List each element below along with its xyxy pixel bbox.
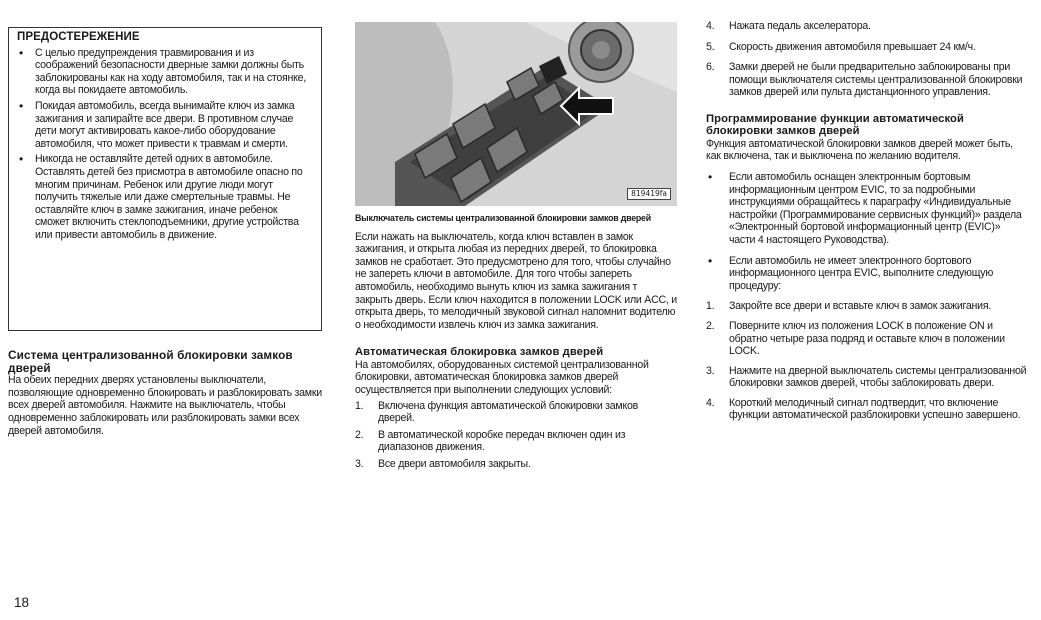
central-locking-heading: Система централизованной блокировки замков дверей <box>8 348 293 375</box>
programming-text: Функция автоматической блокировки замков дверей может быть, как включена, так и выключена по желанию водителя. <box>706 137 1013 163</box>
list-item: 2. Поверните ключ из положения LOCK в положение ON и обратно четыре раза подряд и оставьте ключ в положении LOCK. <box>706 319 1005 358</box>
list-item: 4. Короткий мелодичный сигнал подтвердит, что включение функции автоматической разблокировки успешно завершено. <box>706 396 1021 422</box>
warning-list <box>17 47 313 242</box>
figure-tag: 819419fa <box>627 188 671 200</box>
list-item: 1. Закройте все двери и вставьте ключ в замок зажигания. <box>706 300 992 313</box>
programming-heading: Программирование функции автоматической блокировки замков дверей <box>706 112 964 138</box>
central-locking-section <box>8 349 328 437</box>
list-item: • Если автомобиль оснащен электронным бортовым информационным центром EVIC, то за подробными инструкциями обращайтесь к параграфу «Индивидуальные настройки (Программирование сервисных функций)» раздела «Электронный бортовой информационный центр (EVIC)» части 4 настоящего Руководства). <box>706 171 1028 247</box>
figure-caption: Выключатель системы централизованной блокировки замков дверей <box>355 213 651 223</box>
warning-box <box>8 27 322 331</box>
list-item: • Если автомобиль не имеет электронного бортового информационного центра EVIC, выполните следующую процедуру: <box>706 255 1028 293</box>
right-column <box>706 20 1028 422</box>
list-item: 5. Скорость движения автомобиля превышает 24 км/ч. <box>706 40 976 53</box>
auto-lock-conditions-continued <box>706 20 1028 99</box>
middle-column <box>355 212 677 471</box>
list-item: 3. Все двери автомобиля закрыты. <box>355 457 531 470</box>
warning-item: • С целью предупреждения травмирования и из соображений безопасности дверные замки должны быть заблокированы как на ходу автомобиля, так и на стоянке, когда вы покидаете автомобиль. <box>17 47 313 97</box>
auto-lock-conditions <box>355 400 677 471</box>
programming-bullets <box>706 171 1028 292</box>
ignition-paragraph: Если нажать на выключатель, когда ключ вставлен в замок зажигания, и открыта любая из передних дверей, то блокировка замков не сработает. Это предусмотрено для того, чтобы случайно не запереть ключи в автомобиле. Для того чтобы запереть автомобиль, необходимо вынуть ключ из замка зажигания т закрыть дверь. Если ключ находится в положении LOCK или ACC, и открыта дверь, то мелодичный звуковой сигнал напомнит водителю о необходимости извлечь ключ из замка зажигания. <box>355 230 677 331</box>
programming-steps <box>706 300 1028 422</box>
warning-title: ПРЕДОСТЕРЕЖЕНИЕ <box>17 31 140 43</box>
door-lock-switch-illustration <box>355 22 677 206</box>
list-item: 3. Нажмите на дверной выключатель системы централизованной блокировки замков дверей, чтобы заблокировать двери. <box>706 364 1027 390</box>
page-number: 18 <box>14 595 30 610</box>
central-locking-text: На обеих передних дверях установлены выключатели, позволяющие одновременно блокировать и разблокировать замки всех дверей автомобиля. Нажмите на выключатель, чтобы одновременно заблокировать или разблокировать замки всех дверей автомобиля. <box>8 374 322 437</box>
door-lock-switch-figure <box>355 22 677 206</box>
list-item: 1. Включена функция автоматической блокировки замков дверей. <box>355 399 638 425</box>
auto-lock-heading: Автоматическая блокировка замков дверей <box>355 346 604 359</box>
warning-item: • Покидая автомобиль, всегда вынимайте ключ из замка зажигания и запирайте все двери. В противном случае дети могут активировать какое-либо оборудование автомобиля, что может привести к травмам и смерти. <box>17 100 313 150</box>
auto-lock-text: На автомобилях, оборудованных системой централизованной блокировки, автоматическая блокировка замков дверей осуществляется при выполнении следующих условий: <box>355 358 649 396</box>
list-item: 2. В автоматической коробке передач включен один из диапазонов движения. <box>355 428 626 454</box>
list-item: 6. Замки дверей не были предварительно заблокированы при помощи выключателя системы централизованной блокировки замков дверей или пульта дистанционного управления. <box>706 61 1023 99</box>
list-item: 4. Нажата педаль акселератора. <box>706 20 871 32</box>
warning-item: • Никогда не оставляйте детей одних в автомобиле. Оставлять детей без присмотра в автомобиле опасно по многим причинам. Ребенок или другие люди могут получить тяжелые или даже смертельные травмы. Не оставляйте ключ в замке зажигания, иначе ребенок сможет включить стеклоподъемники, другие устройства или привести автомобиль в движение. <box>17 153 313 241</box>
